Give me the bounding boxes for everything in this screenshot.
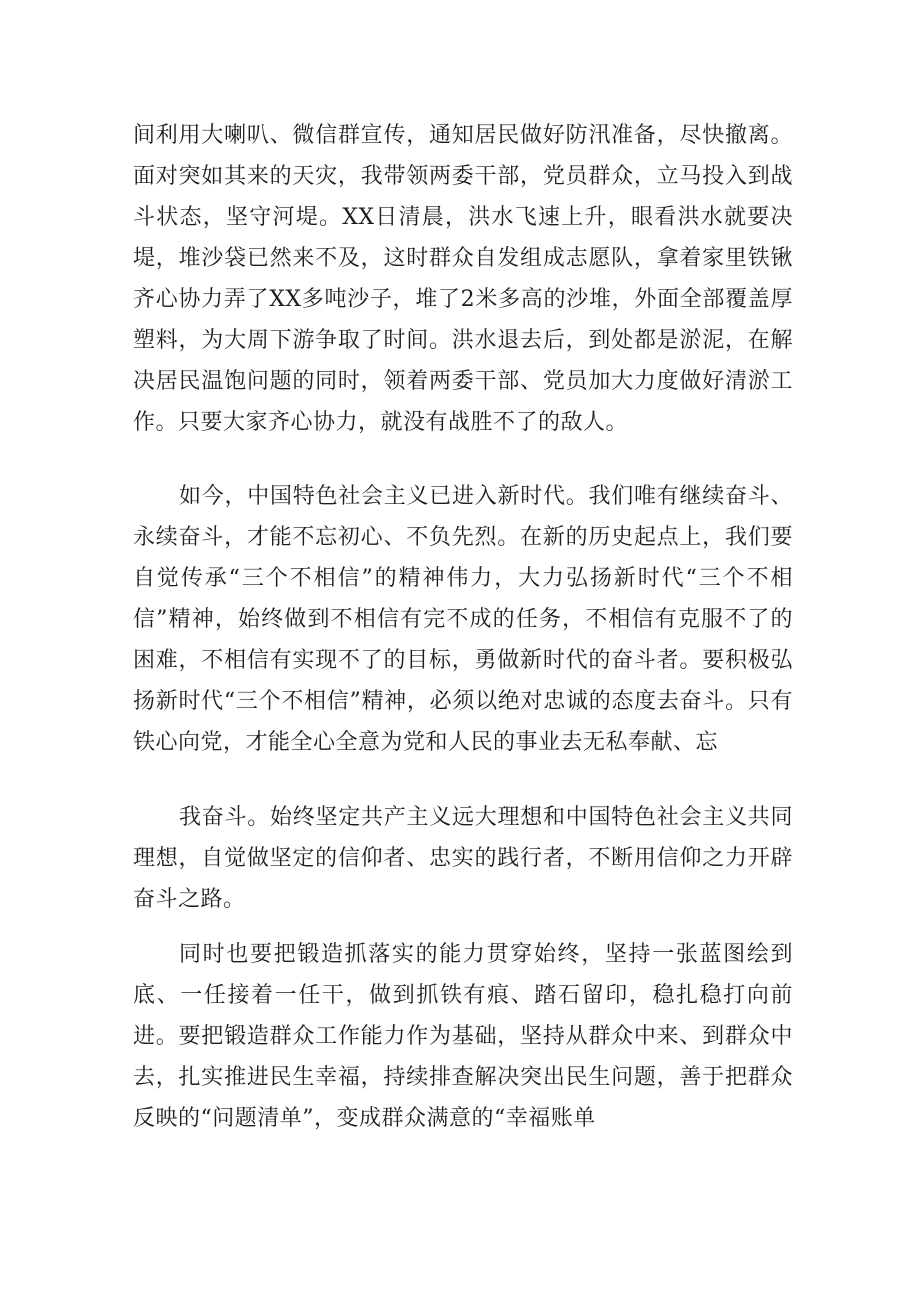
paragraph-new-era: 如今，中国特色社会主义已进入新时代。我们唯有继续奋斗、永续奋斗，才能不忘初心、不负先烈。在新的历史起点上，我们要自觉传承“三个不相信”的精神伟力，大力弘扬新时代“三个不相信”精神，始终做到不相信有完不成的任务，不相信有克服不了的困难，不相信有实现不了的目标，勇做新时代的奋斗者。要积极弘扬新时代“三个不相信”精神，必须以绝对忠诚的态度去奋斗。只有铁心向党，才能全心全意为党和人民的事业去无私奉献、忘 xyxy=(133,484,793,755)
paragraph-implementation: 同时也要把锻造抓落实的能力贯穿始终，坚持一张蓝图绘到底、一任接着一任干，做到抓铁有痕、踏石留印，稳扎稳打向前进。要把锻造群众工作能力作为基础，坚持从群众中来、到群众中去，扎实推进民生幸福，持续排查解决突出民生问题，善于把群众反映的“问题清单”，变成群众满意的“幸福账单 xyxy=(133,942,793,1131)
paragraph-flood-relief: 间利用大喇叭、微信群宣传，通知居民做好防汛准备，尽快撤离。面对突如其来的天灾，我带领两委干部，党员群众，立马投入到战斗状态，坚守河堤。XX日清晨，洪水飞速上升，眼看洪水就要决堤，堆沙袋已然来不及，这时群众自发组成志愿队，拿着家里铁锹齐心协力弄了XX多吨沙子，堆了2米多高的沙堆，外面全部覆盖厚塑料，为大周下游争取了时间。洪水退去后，到处都是淤泥，在解决居民温饱问题的同时，领着两委干部、党员加大力度做好清淤工作。只要大家齐心协力，就没有战胜不了的敌人。 xyxy=(133,123,793,435)
paragraph-ideals: 我奋斗。始终坚定共产主义远大理想和中国特色社会主义共同理想，自觉做坚定的信仰者、忠实的践行者，不断用信仰之力开辟奋斗之路。 xyxy=(133,805,793,912)
